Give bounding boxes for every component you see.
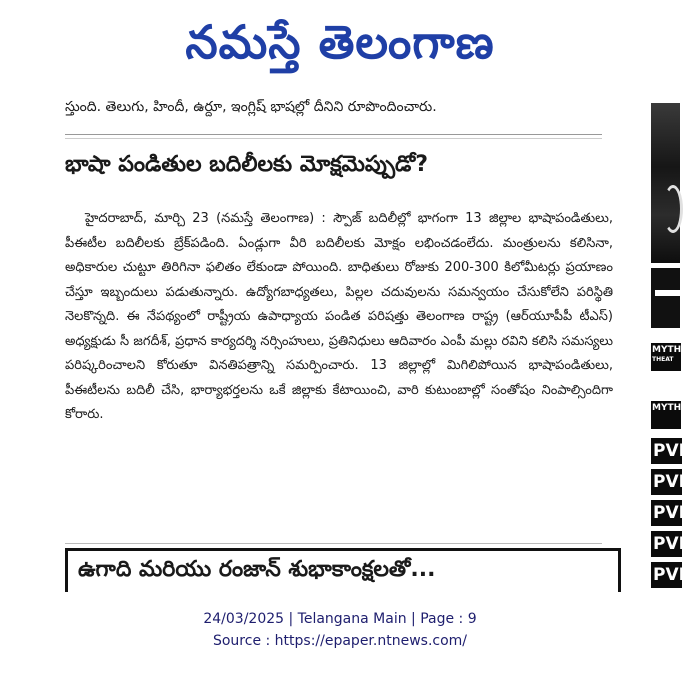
side-black-block — [651, 268, 680, 328]
ad-tile-pvr-3 — [651, 500, 685, 526]
ad-tile-label: PVI — [653, 565, 685, 585]
ad-tile-mythri-1 — [651, 343, 681, 371]
ad-tile-label: PVI — [653, 472, 685, 492]
footer-date-page: 24/03/2025 | Telangana Main | Page : 9 — [203, 611, 477, 627]
page-footer — [0, 608, 680, 652]
divider — [65, 543, 602, 544]
white-bar-graphic — [655, 290, 680, 296]
ad-tile-label: PVI — [653, 503, 685, 523]
ad-tile-label: PVI — [653, 534, 685, 554]
greeting-banner — [65, 548, 621, 592]
ad-tile-label: MYTHI — [652, 403, 685, 413]
article-paragraph: హైదరాబాద్, మార్చి 23 (నమస్తే తెలంగాణ) : స్పౌజ్ బదిలీల్లో భాగంగా 13 జిల్లాల భాషాపండితులు, పీఈటీల బదిలీలకు బ్రేక్‌పడింది. ఏండ్లుగా వీరి బదిలీలకు మోక్షం లభించడంలేదు. మంత్రులను కలిసినా, అధికారుల చుట్టూ తిరిగినా ఫలితం లేకుండా పోయింది. బాధితులు రోజుకు 200-300 కిలోమీటర్లు ప్రయాణం చేస్తూ ఇబ్బందులు పడుతున్నారు. ఉద్యోగబాధ్యతలు, పిల్లల చదువులను సమన్వయం చేసుకోలేని పరిస్థితి నెలకొన్నది. ఈ నేపథ్యంలో రాష్ట్రీయ ఉపాధ్యాయ పండిత పరిషత్తు తెలంగాణ రాష్ట్ర (ఆర్‌యూపీపీ టీఎస్) అధ్యక్షుడు సీ జగదీశ్, ప్రధాన కార్యదర్శి నర్సింహులు, ప్రతినిధులు ఆదివారం ఎంపీ మల్లు రవిని కలిసి సమస్యలు పరిష్కరించాలని కోరుతూ వినతిపత్రాన్ని సమర్పించారు. 13 జిల్లాల్లో మిగిలిపోయిన భాషాపండితులు, పీఈటీలను బదిలీ చేసి, భార్యాభర్తలను ఒకే జిల్లాకు కేటాయించి, వారి కుటుంబాల్లో సంతోషం నింపాల్సిందిగా కోరారు. — [65, 211, 613, 422]
photo-graphic-icon — [663, 185, 683, 233]
ad-tile-pvr-2 — [651, 469, 685, 495]
side-ad-column — [643, 103, 685, 593]
footer-source: Source : https://epaper.ntnews.com/ — [212, 633, 468, 649]
ad-tile-pvr-4 — [651, 531, 685, 557]
banner-text: ఉగాది మరియు రంజాన్ శుభాకాంక్షలతో... — [78, 556, 436, 582]
newspaper-logo: నమస్తే తెలంగాణ — [185, 15, 495, 69]
previous-article-text: స్తుంది. తెలుగు, హిందీ, ఉర్దూ, ఇంగ్లిష్ భాషల్లో దీనిని రూపొందించారు. — [65, 99, 437, 115]
ad-tile-mythri-2 — [651, 401, 685, 429]
ad-tile-label: PVI — [653, 441, 685, 461]
ad-tile-label: MYTH — [652, 345, 682, 355]
divider — [65, 134, 602, 135]
side-photo — [651, 103, 680, 263]
ad-tile-pvr-1 — [651, 438, 685, 464]
article-body — [65, 207, 613, 428]
article-headline: భాషా పండితుల బదిలీలకు మోక్షమెప్పుడో? — [65, 152, 428, 177]
divider — [65, 138, 602, 139]
masthead — [0, 0, 680, 96]
ad-tile-pvr-5 — [651, 562, 685, 588]
ad-tile-sublabel: THEAT — [652, 356, 674, 363]
